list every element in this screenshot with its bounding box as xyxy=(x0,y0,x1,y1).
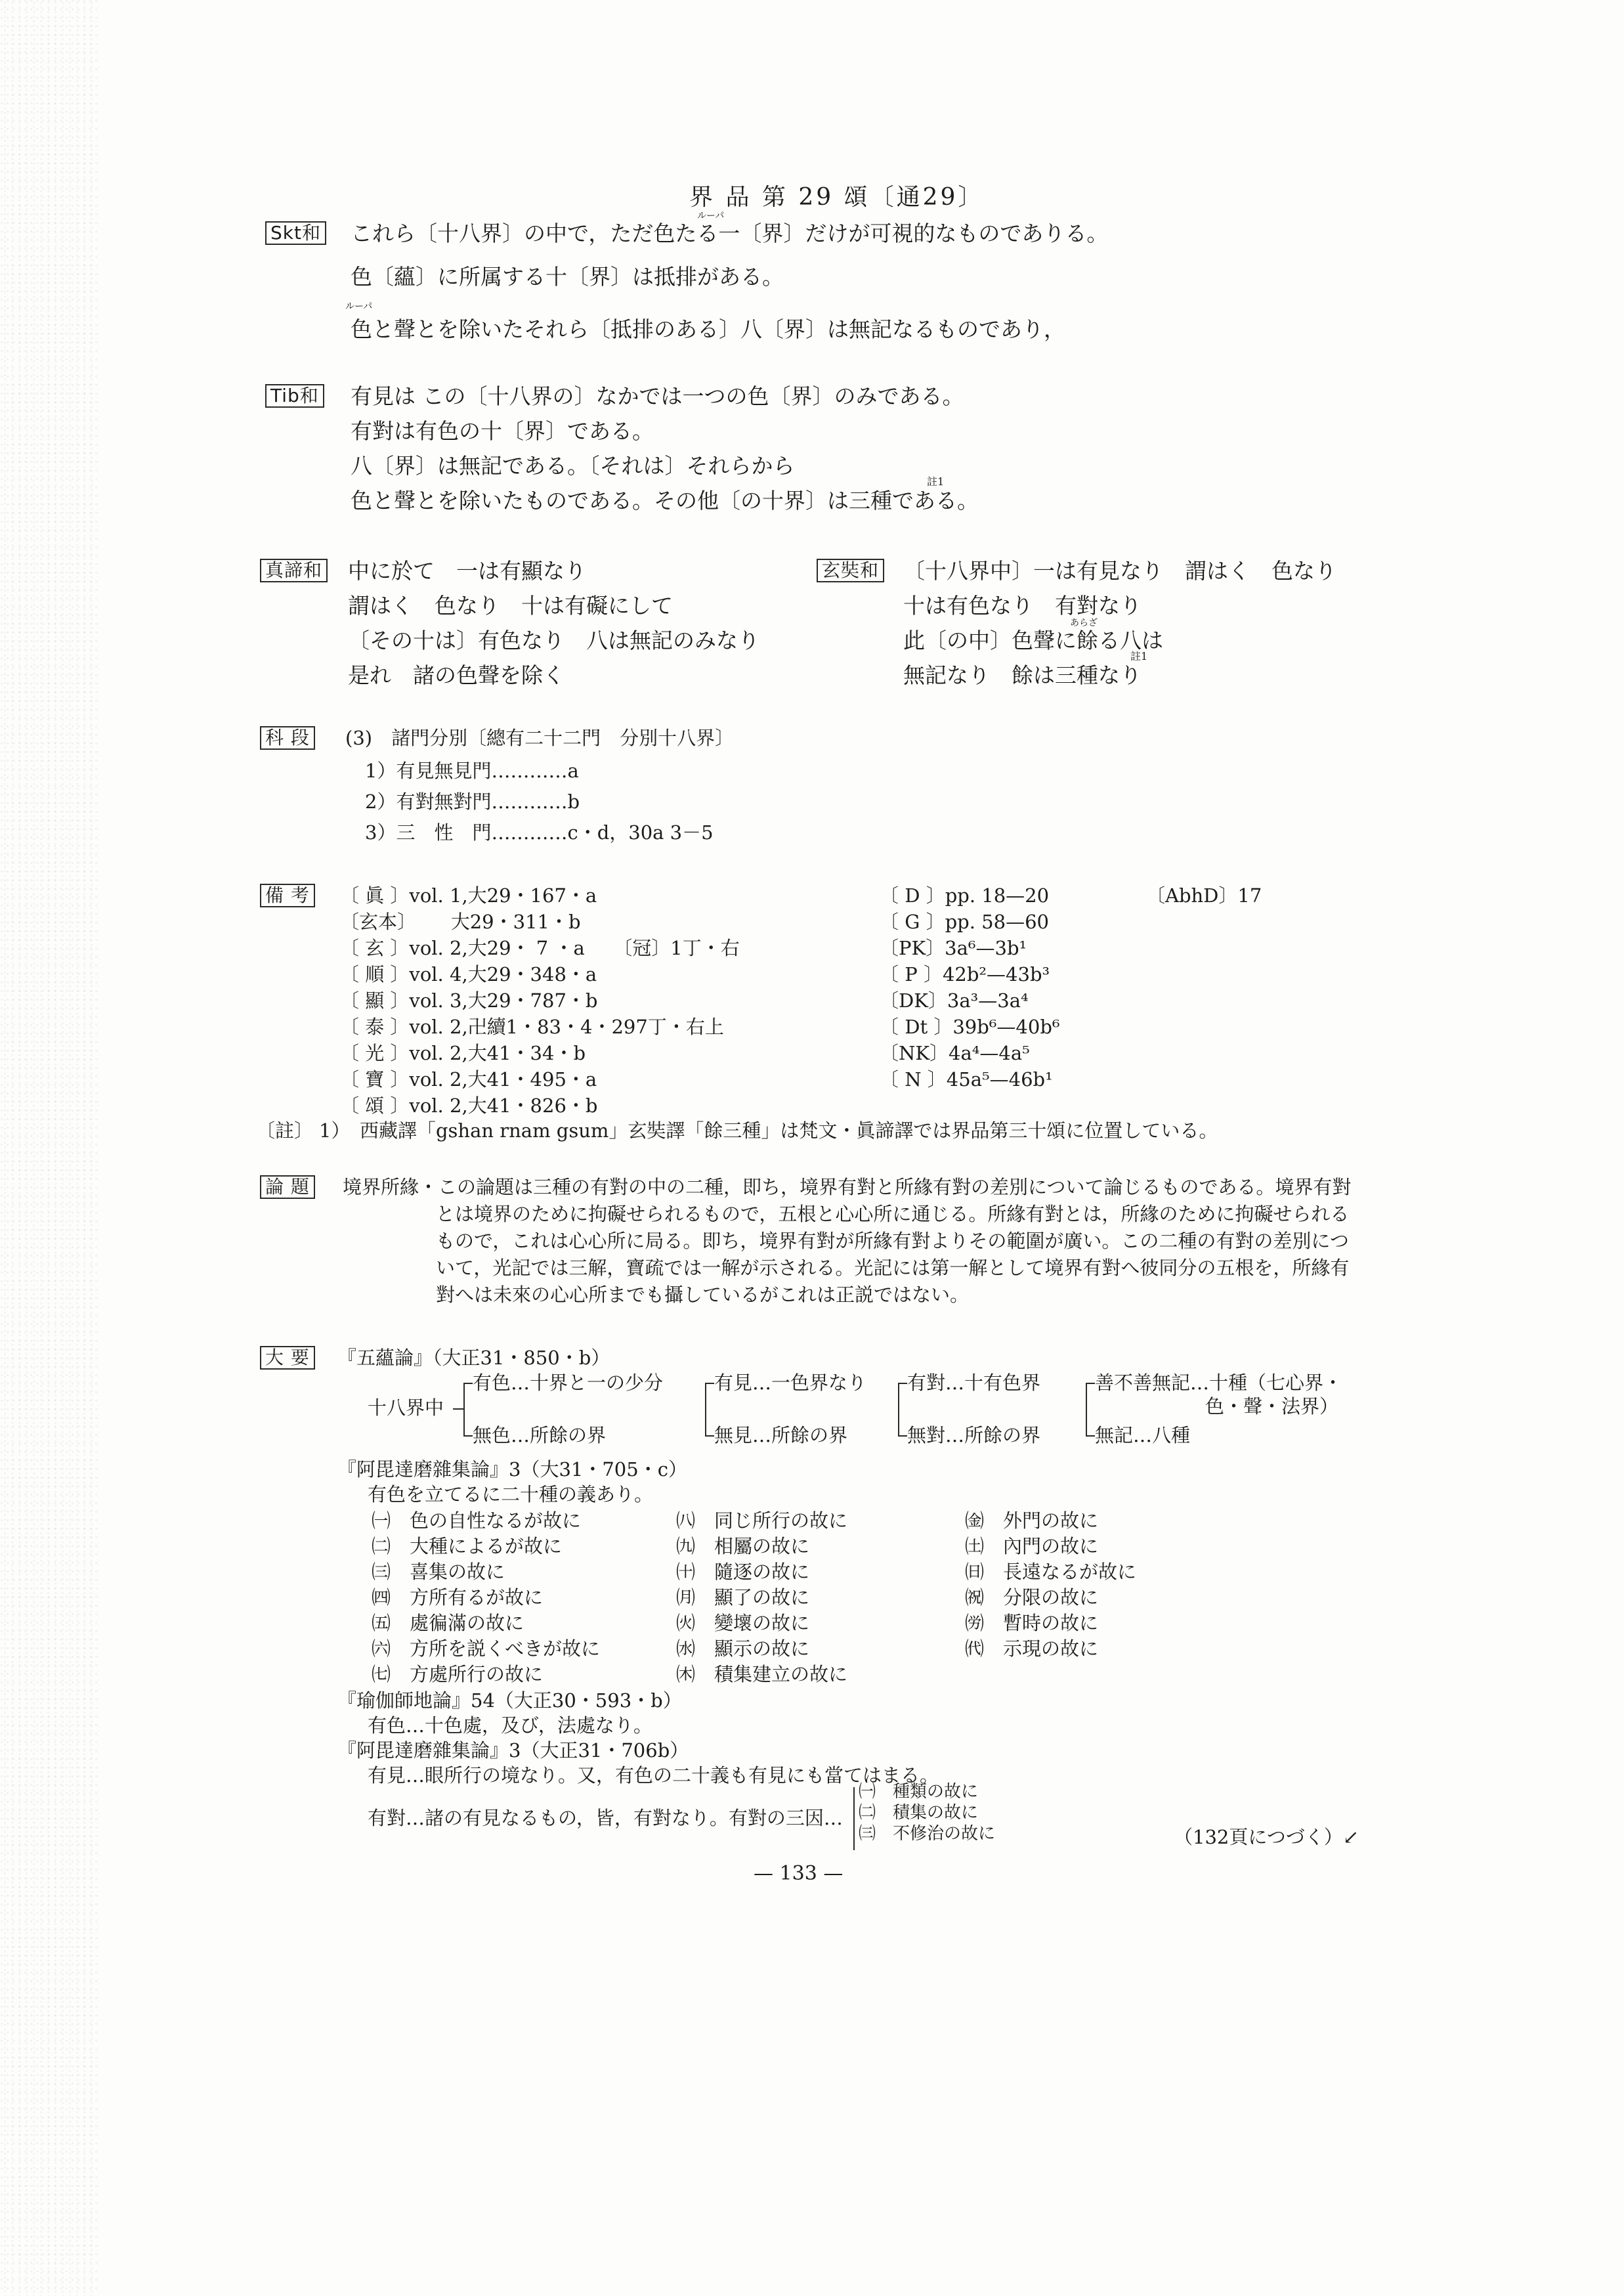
kadan-item-3: 3）三 性 門…………c・d，30a 3－5 xyxy=(365,821,714,844)
tib-line-3: 八〔界〕は無記である。〔それは〕それらから xyxy=(351,453,795,479)
tree-a1: 有色…十界と一の少分 xyxy=(473,1372,664,1394)
biko-right-4: 〔 P 〕42b²—43b³ xyxy=(880,963,1050,986)
tree-b-tick-2 xyxy=(705,1435,714,1437)
genjo-line-2: 十は有色なり 有對なり xyxy=(903,593,1142,618)
list-col1-6: ㈥ 方所を説くべきが故に xyxy=(372,1637,601,1660)
tree-root-connector xyxy=(453,1408,463,1410)
genjo-line-1: 〔十八界中〕一は有見なり 謂はく 色なり xyxy=(903,558,1336,584)
list-col3-5: ㈸ 暫時の故に xyxy=(965,1612,1099,1634)
tib-line-4: 色と聲とを除いたものである。その他〔の十界〕は三種である。 xyxy=(351,488,979,513)
tree-a2: 無色…所餘の界 xyxy=(473,1424,607,1446)
three-cause-1: ㈠ 種類の故に xyxy=(859,1782,979,1802)
list-col2-5: ㈫ 變壞の故に xyxy=(676,1612,810,1634)
tree-d1b: 色・聲・法界） xyxy=(1205,1395,1339,1418)
tree-root: 十八界中 xyxy=(368,1397,444,1419)
tree-a-tick-2 xyxy=(463,1435,473,1437)
shintai-line-1: 中に於て 一は有顯なり xyxy=(348,558,586,584)
tree-b2: 無見…所餘の界 xyxy=(714,1424,848,1446)
biko-right-3: 〔PK〕3a⁶—3b¹ xyxy=(880,937,1027,959)
biko-left-9: 〔 頌 〕vol. 2,大41・826・b xyxy=(340,1094,598,1117)
biko-left-7: 〔 光 〕vol. 2,大41・34・b xyxy=(340,1042,586,1064)
three-cause-3: ㈢ 不修治の故に xyxy=(859,1824,996,1844)
kadan-item-1: 1）有見無見門…………a xyxy=(365,760,579,782)
list-col2-4: ㈪ 顯了の故に xyxy=(676,1586,810,1609)
rondai-line-5: 對へは未來の心心所までも攝しているがこれは正説ではない。 xyxy=(436,1284,970,1306)
taiko-line-4: 有見…眼所行の境なり。又，有色の二十義も有見にも當てはまる。 xyxy=(368,1764,939,1787)
label-shintai: 真諦和 xyxy=(260,559,328,582)
shintai-line-2: 謂はく 色なり 十は有礙にして xyxy=(348,593,673,618)
skt-line-3: 色と聲とを除いたそれら〔抵排のある〕八〔界〕は無記なるものであり， xyxy=(351,316,1065,342)
label-tib: Tib和 xyxy=(265,384,324,408)
tree-a-bracket xyxy=(463,1383,465,1435)
continued-note: （132頁につづく）↙ xyxy=(1174,1826,1359,1848)
tree-d-tick-2 xyxy=(1086,1435,1095,1437)
biko-right-1: 〔 D 〕pp. 18—20 xyxy=(880,884,1050,907)
tree-c2: 無對…所餘の界 xyxy=(907,1424,1041,1446)
list-col1-4: ㈣ 方所有るが故に xyxy=(372,1586,544,1609)
list-col2-6: ㈬ 顯示の故に xyxy=(676,1637,810,1660)
taiko-intro-2: 有色を立てるに二十種の義あり。 xyxy=(368,1483,654,1505)
taiko-src-4: 『阿毘達磨雜集論』3（大正31・706b） xyxy=(337,1739,689,1762)
label-skt: Skt和 xyxy=(265,221,326,245)
genjo-note-mark: 註1 xyxy=(1130,650,1148,662)
taiko-src-3: 『瑜伽師地論』54（大正30・593・b） xyxy=(337,1689,682,1712)
ruby-arazaru: あらざ xyxy=(1070,618,1098,628)
biko-left-8: 〔 寶 〕vol. 2,大41・495・a xyxy=(340,1068,597,1091)
list-col1-7: ㈦ 方處所行の故に xyxy=(372,1663,544,1685)
label-genjo: 玄奘和 xyxy=(817,559,884,582)
list-col1-5: ㈤ 處徧滿の故に xyxy=(372,1612,524,1634)
tree-c-tick-2 xyxy=(898,1435,907,1437)
taiko-line-5: 有對…諸の有見なるもの，皆，有對なり。有對の三因… xyxy=(368,1807,843,1829)
kadan-head: (3) 諸門分別〔總有二十二門 分別十八界〕 xyxy=(345,727,735,749)
skt-line-1: これら〔十八界〕の中で，ただ色たる一〔界〕だけが可視的なものでありる。 xyxy=(351,221,1109,246)
biko-left-3: 〔 玄 〕vol. 2,大29・ 7 ・a 〔冠〕1丁・右 xyxy=(340,937,740,959)
tree-b1: 有見…一色界なり xyxy=(714,1372,867,1394)
tree-d2: 無記…八種 xyxy=(1095,1424,1191,1446)
three-cause-2: ㈡ 積集の故に xyxy=(859,1803,979,1823)
ruby-rupa-2: ルーパ xyxy=(345,301,373,312)
page-number: — 133 — xyxy=(754,1862,844,1885)
biko-left-6: 〔 泰 〕vol. 2,卍續1・83・4・297丁・右上 xyxy=(340,1016,724,1038)
shintai-line-4: 是れ 諸の色聲を除く xyxy=(348,662,565,688)
tree-d-tick-1 xyxy=(1086,1383,1095,1384)
label-rondai: 論 題 xyxy=(260,1175,315,1199)
list-col2-3: ㈩ 隨逐の故に xyxy=(676,1561,810,1583)
scan-edge-noise xyxy=(0,0,98,2296)
tree-b-tick-1 xyxy=(705,1383,714,1384)
tib-note-mark: 註1 xyxy=(927,475,945,488)
list-col2-1: ㈧ 同じ所行の故に xyxy=(676,1509,848,1532)
list-col3-1: ㈮ 外門の故に xyxy=(965,1509,1099,1532)
kadan-item-2: 2）有對無對門…………b xyxy=(365,791,580,813)
biko-right-6: 〔 Dt 〕39b⁶—40b⁶ xyxy=(880,1016,1060,1038)
tree-d1: 善不善無記…十種（七心界・ xyxy=(1095,1372,1343,1394)
page-title: 界 品 第 29 頌〔通29〕 xyxy=(689,184,985,211)
label-biko: 備 考 xyxy=(260,884,315,907)
list-col2-7: ㈭ 積集建立の故に xyxy=(676,1663,848,1685)
tree-c1: 有對…十有色界 xyxy=(907,1372,1041,1394)
three-cause-brace xyxy=(853,1787,855,1850)
list-col2-2: ㈨ 相屬の故に xyxy=(676,1535,810,1557)
taiko-line-3: 有色…十色處，及び，法處なり。 xyxy=(368,1714,652,1737)
list-col1-2: ㈡ 大種によるが故に xyxy=(372,1535,563,1557)
tree-d-bracket xyxy=(1086,1383,1087,1435)
tree-c-bracket xyxy=(898,1383,899,1435)
taiko-src-1: 『五蘊論』（大正31・850・b） xyxy=(337,1347,610,1369)
biko-right-2: 〔 G 〕pp. 58—60 xyxy=(880,911,1049,933)
tree-a-tick-1 xyxy=(463,1383,473,1384)
shintai-line-3: 〔その十は〕有色なり 八は無記のみなり xyxy=(348,628,759,653)
list-col1-3: ㈢ 喜集の故に xyxy=(372,1561,505,1583)
biko-right-7: 〔NK〕4a⁴—4a⁵ xyxy=(880,1042,1030,1064)
label-chu: 〔註〕 xyxy=(256,1119,314,1142)
biko-right-5: 〔DK〕3a³—3a⁴ xyxy=(880,989,1029,1012)
list-col3-3: ㈰ 長遠なるが故に xyxy=(965,1561,1137,1583)
list-col3-2: ㈯ 內門の故に xyxy=(965,1535,1099,1557)
biko-abhd: 〔AbhD〕17 xyxy=(1146,884,1262,907)
list-col3-6: ㈹ 示現の故に xyxy=(965,1637,1099,1660)
biko-left-2: 〔玄本〕 大29・311・b xyxy=(340,911,581,933)
tree-b-bracket xyxy=(705,1383,706,1435)
tib-line-2: 有對は有色の十〔界〕である。 xyxy=(351,418,654,444)
rondai-line-1: 境界所緣・この論題は三種の有對の中の二種，即ち，境界有對と所緣有對の差別について論じるものである。境界有對 xyxy=(343,1176,1352,1198)
biko-left-4: 〔 順 〕vol. 4,大29・348・a xyxy=(340,963,597,986)
label-kadan: 科 段 xyxy=(260,726,315,750)
biko-left-5: 〔 顯 〕vol. 3,大29・787・b xyxy=(340,989,598,1012)
rondai-line-2: とは境界のために拘礙せられるもので，五根と心心所に通じる。所緣有對とは，所緣のために拘礙せられる xyxy=(436,1203,1350,1225)
taiko-src-2: 『阿毘達磨雜集論』3（大31・705・c） xyxy=(337,1458,687,1481)
rondai-line-4: いて，光記では三解，寶疏では一解が示される。光記には第一解として境界有對へ彼同分の五根を，所緣有 xyxy=(436,1257,1350,1279)
biko-right-8: 〔 N 〕45a⁵—46b¹ xyxy=(880,1068,1053,1091)
list-col1-1: ㈠ 色の自性なるが故に xyxy=(372,1509,582,1532)
skt-line-2: 色〔蘊〕に所属する十〔界〕は抵排がある。 xyxy=(351,264,784,290)
label-taiko: 大 要 xyxy=(260,1346,315,1370)
biko-left-1: 〔 眞 〕vol. 1,大29・167・a xyxy=(340,884,597,907)
tree-c-tick-1 xyxy=(898,1383,907,1384)
genjo-line-4: 無記なり 餘は三種なり xyxy=(903,662,1142,688)
ruby-rupa: ルーパ xyxy=(697,211,725,221)
rondai-line-3: もので，これは心心所に局る。即ち，境界有對が所緣有對よりその範圍が廣い。この二種の有對の差別につ xyxy=(436,1230,1349,1252)
genjo-line-3: 此〔の中〕色聲に餘る八は xyxy=(903,628,1163,653)
list-col3-4: ㈷ 分限の故に xyxy=(965,1586,1099,1609)
tib-line-1: 有見は この〔十八界の〕なかでは一つの色〔界〕のみである。 xyxy=(351,383,964,409)
chu-text: 1） 西藏譯「gshan rnam gsum」玄奘譯「餘三種」は梵文・眞諦譯では界品第三十頌に位置している。 xyxy=(319,1119,1218,1142)
